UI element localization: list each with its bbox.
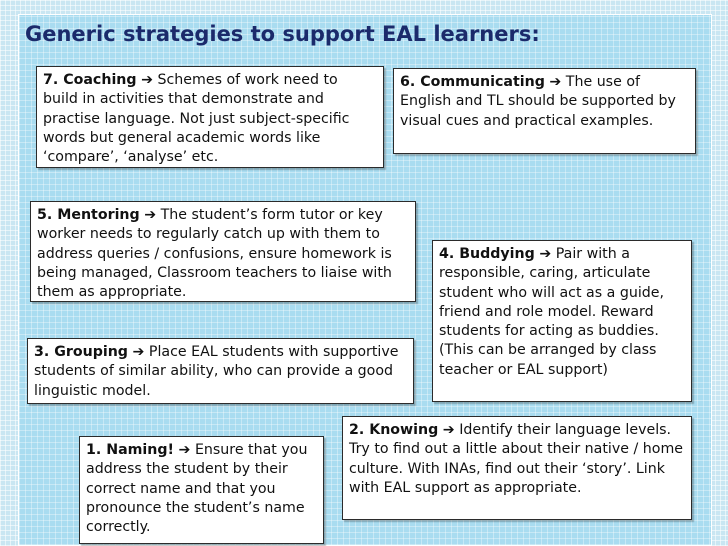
strategy-text: Identify their language levels. Try to find out a little about their native / home culture. With INAs, find out their ‘story’. Link with EAL support as appropriate.: [349, 422, 684, 496]
strategy-box-communicating: [393, 68, 696, 154]
strategy-heading: 1. Naming!: [86, 442, 175, 458]
strategy-box-mentoring: [30, 201, 416, 302]
strategy-text: The use of English and TL should be supported by visual cues and practical examples.: [400, 74, 676, 129]
strategy-text: Schemes of work need to build in activities that demonstrate and practise language. Not just subject-specific words but general academic words like ‘compare’, ‘analyse’ etc.: [43, 72, 350, 166]
strategy-box-knowing: [342, 416, 692, 520]
strategy-heading: 3. Grouping: [34, 344, 128, 360]
arrow-right-icon: ➔: [178, 442, 191, 458]
arrow-right-icon: ➔: [549, 74, 562, 90]
arrow-right-icon: ➔: [442, 422, 455, 438]
strategy-text: Pair with a responsible, caring, articulate student who will act as a guide, friend and role model. Reward students for acting as buddies. (This can be arranged by class teacher or EAL support): [439, 246, 665, 378]
strategy-box-buddying: [432, 240, 692, 402]
strategy-text: Ensure that you address the student by their correct name and that you pronounce the student’s name correctly.: [86, 442, 308, 536]
arrow-right-icon: ➔: [141, 72, 153, 88]
strategy-box-grouping: [27, 338, 414, 404]
strategy-box-naming: [79, 436, 324, 544]
strategy-heading: 7. Coaching: [43, 72, 137, 88]
slide-title: Generic strategies to support EAL learners:: [25, 22, 540, 46]
arrow-right-icon: ➔: [132, 344, 145, 360]
strategy-box-coaching: [36, 66, 384, 168]
strategy-heading: 2. Knowing: [349, 422, 439, 438]
strategy-text: Place EAL students with supportive students of similar ability, who can provide a good linguistic model.: [34, 344, 399, 399]
strategy-heading: 6. Communicating: [400, 74, 545, 90]
arrow-right-icon: ➔: [539, 246, 552, 262]
arrow-right-icon: ➔: [144, 207, 157, 223]
strategy-text: The student’s form tutor or key worker needs to regularly catch up with them to address queries / confusions, ensure homework is being managed, Classroom teachers to liaise with them as appropriate.: [37, 207, 392, 301]
strategy-heading: 4. Buddying: [439, 246, 535, 262]
strategy-heading: 5. Mentoring: [37, 207, 140, 223]
